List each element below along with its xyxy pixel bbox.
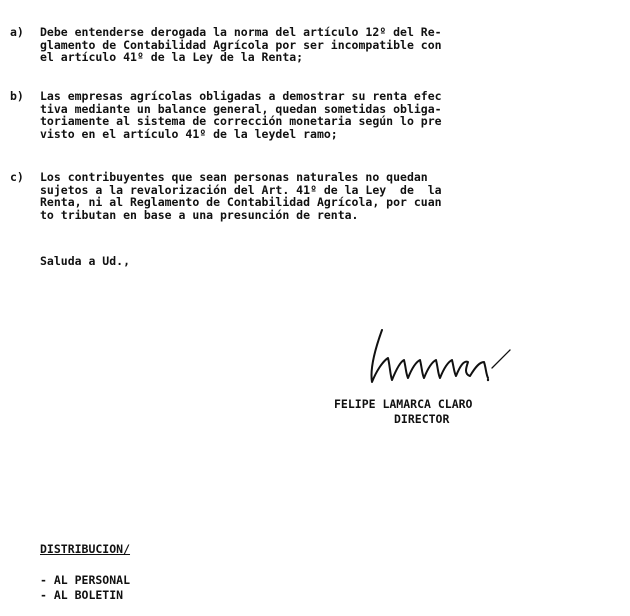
item-a-text <box>40 26 622 64</box>
item-b-text <box>40 90 622 140</box>
handwritten-signature <box>360 322 520 392</box>
signer-role: DIRECTOR <box>394 412 450 426</box>
item-c-text <box>40 171 622 221</box>
item-b-line-4: visto en el artículo 41º de la leydel ramo; <box>40 126 338 141</box>
item-c-line-4: to tributan en base a una presunción de renta. <box>40 207 359 222</box>
closing-salutation: Saluda a Ud., <box>40 254 131 268</box>
distribution-entry: - AL BOLETIN <box>40 588 124 602</box>
distribution-heading: DISTRIBUCION/ <box>40 542 131 556</box>
item-a-letter: a) <box>10 25 24 39</box>
item-c-line-2: sujetos a la revalorización del Art. 41º de la Ley de la <box>40 182 442 197</box>
item-b-line-2: tiva mediante un balance general, quedan sometidas obliga- <box>40 101 442 116</box>
signer-name: FELIPE LAMARCA CLARO <box>334 397 473 411</box>
item-c-line-1: Los contribuyentes que sean personas naturales no quedan <box>40 170 428 184</box>
item-b-letter: b) <box>10 89 24 103</box>
item-a-line-1: Debe entenderse derogada la norma del artículo 12º del Re- <box>40 25 442 39</box>
distribution-entry: - AL PERSONAL <box>40 573 131 587</box>
item-a-line-3: el artículo 41º de la Ley de la Renta; <box>40 50 304 64</box>
item-b-line-3: toriamente al sistema de corrección monetaria según lo pre <box>40 114 442 128</box>
item-c-line-3: Renta, ni al Reglamento de Contabilidad Agrícola, por cuan <box>40 195 442 209</box>
item-a-line-2: glamento de Contabilidad Agrícola por ser incompatible con <box>40 37 442 52</box>
item-b-line-1: Las empresas agrícolas obligadas a demostrar su renta efec <box>40 89 442 103</box>
distribution-list <box>40 573 130 603</box>
item-c-letter: c) <box>10 170 24 184</box>
